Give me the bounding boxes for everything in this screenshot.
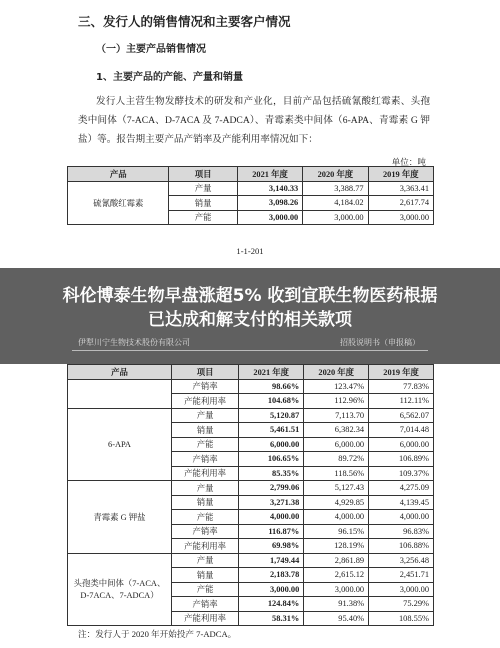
item-cell: 产能 xyxy=(169,210,237,225)
page-number: 1-1-201 xyxy=(236,246,264,256)
doc-header-title: 招股说明书（申报稿） xyxy=(340,338,420,347)
value-2020: 95.40% xyxy=(304,611,369,626)
column-header: 2021 年度 xyxy=(237,167,302,182)
value-2020: 4,184.02 xyxy=(303,196,368,211)
capacity-table-2 xyxy=(67,364,434,626)
item-cell: 产能 xyxy=(172,437,239,452)
product-cell: 硫氰酸红霉素 xyxy=(68,181,169,225)
value-2021: 3,000.00 xyxy=(239,582,304,597)
table-row xyxy=(68,408,434,423)
column-header: 2019 年度 xyxy=(369,365,434,380)
value-2019: 2,451.71 xyxy=(369,568,434,583)
value-2019: 108.55% xyxy=(369,611,434,626)
value-2021: 3,098.26 xyxy=(237,196,302,211)
item-cell: 产量 xyxy=(172,408,239,423)
value-2019: 75.29% xyxy=(369,597,434,612)
value-2020: 2,615.12 xyxy=(304,568,369,583)
value-2019: 3,000.00 xyxy=(369,582,434,597)
item-heading: 1、主要产品的产能、产量和销量 xyxy=(96,72,243,83)
value-2019: 4,139.45 xyxy=(369,495,434,510)
value-2019: 109.37% xyxy=(369,466,434,481)
value-2021: 104.68% xyxy=(239,394,304,409)
product-cell: 青霉素 G 钾盐 xyxy=(68,481,172,554)
value-2019: 7,014.48 xyxy=(369,423,434,438)
value-2020: 2,861.89 xyxy=(304,553,369,568)
item-cell: 销量 xyxy=(172,495,239,510)
value-2021: 4,000.00 xyxy=(239,510,304,525)
value-2021: 98.66% xyxy=(239,379,304,394)
column-header: 2019 年度 xyxy=(368,167,433,182)
capacity-table-1 xyxy=(67,166,434,225)
section-heading: 三、发行人的销售情况和主要客户情况 xyxy=(78,14,291,29)
item-cell: 销量 xyxy=(169,196,237,211)
value-2019: 77.83% xyxy=(369,379,434,394)
value-2019: 2,617.74 xyxy=(368,196,433,211)
value-2020: 118.56% xyxy=(304,466,369,481)
column-header: 项目 xyxy=(172,365,239,380)
value-2021: 2,183.78 xyxy=(239,568,304,583)
value-2021: 3,140.33 xyxy=(237,181,302,196)
item-cell: 产能利用率 xyxy=(172,466,239,481)
value-2021: 124.84% xyxy=(239,597,304,612)
value-2021: 6,000.00 xyxy=(239,437,304,452)
value-2020: 6,000.00 xyxy=(304,437,369,452)
header-divider xyxy=(72,350,428,351)
item-cell: 产销率 xyxy=(172,379,239,394)
value-2020: 6,382.34 xyxy=(304,423,369,438)
value-2021: 2,799.06 xyxy=(239,481,304,496)
value-2021: 85.35% xyxy=(239,466,304,481)
table-row xyxy=(68,181,434,196)
value-2019: 112.11% xyxy=(369,394,434,409)
item-cell: 产能 xyxy=(172,510,239,525)
value-2019: 4,000.00 xyxy=(369,510,434,525)
item-cell: 产能利用率 xyxy=(172,394,239,409)
value-2020: 4,929.85 xyxy=(304,495,369,510)
value-2019: 3,256.48 xyxy=(369,553,434,568)
item-cell: 产量 xyxy=(172,553,239,568)
table-row xyxy=(68,553,434,568)
value-2020: 112.96% xyxy=(304,394,369,409)
value-2020: 123.47% xyxy=(304,379,369,394)
item-cell: 产销率 xyxy=(172,524,239,539)
doc-header-company: 伊犁川宁生物技术股份有限公司 xyxy=(78,338,190,347)
value-2021: 1,749.44 xyxy=(239,553,304,568)
value-2019: 106.89% xyxy=(369,452,434,467)
value-2020: 91.38% xyxy=(304,597,369,612)
item-cell: 销量 xyxy=(172,423,239,438)
value-2020: 3,000.00 xyxy=(303,210,368,225)
value-2020: 7,113.70 xyxy=(304,408,369,423)
unit-label: 单位：吨 xyxy=(391,157,426,167)
value-2020: 4,000.00 xyxy=(304,510,369,525)
value-2020: 128.19% xyxy=(304,539,369,554)
value-2021: 106.65% xyxy=(239,452,304,467)
item-cell: 产量 xyxy=(172,481,239,496)
table-row xyxy=(68,481,434,496)
table-row xyxy=(68,379,434,394)
value-2021: 3,000.00 xyxy=(237,210,302,225)
product-cell xyxy=(68,379,172,408)
column-header: 2021 年度 xyxy=(239,365,304,380)
intro-paragraph: 发行人主营生物发酵技术的研发和产业化，目前产品包括硫氰酸红霉素、头孢类中间体（7-ACA、D-7ACA 及 7-ADCA）、青霉素类中间体（6-APA、青霉素 G 钾盐）等。报告期主要产品产销率及产能利用率情况如下： xyxy=(78,96,430,145)
column-header: 项目 xyxy=(169,167,237,182)
value-2021: 58.31% xyxy=(239,611,304,626)
column-header: 产品 xyxy=(68,167,169,182)
footnote: 注：发行人于 2020 年开始投产 7-ADCA。 xyxy=(78,629,237,639)
item-cell: 销量 xyxy=(172,568,239,583)
value-2021: 3,271.38 xyxy=(239,495,304,510)
item-cell: 产能利用率 xyxy=(172,611,239,626)
value-2021: 5,461.51 xyxy=(239,423,304,438)
value-2020: 96.15% xyxy=(304,524,369,539)
value-2019: 4,275.09 xyxy=(369,481,434,496)
value-2019: 6,000.00 xyxy=(369,437,434,452)
subsection-heading: （一）主要产品销售情况 xyxy=(96,44,206,55)
value-2019: 3,000.00 xyxy=(368,210,433,225)
item-cell: 产销率 xyxy=(172,452,239,467)
value-2021: 116.87% xyxy=(239,524,304,539)
item-cell: 产销率 xyxy=(172,597,239,612)
value-2020: 5,127.43 xyxy=(304,481,369,496)
item-cell: 产量 xyxy=(169,181,237,196)
column-header: 2020 年度 xyxy=(304,365,369,380)
value-2019: 6,562.07 xyxy=(369,408,434,423)
value-2020: 3,000.00 xyxy=(304,582,369,597)
product-cell: 头孢类中间体（7-ACA、D-7ACA、7-ADCA） xyxy=(68,553,172,626)
item-cell: 产能利用率 xyxy=(172,539,239,554)
value-2020: 3,388.77 xyxy=(303,181,368,196)
product-cell: 6-APA xyxy=(68,408,172,481)
news-headline: 科伦博泰生物早盘涨超5% 收到宜联生物医药根据已达成和解支付的相关款项 xyxy=(62,286,438,330)
column-header: 2020 年度 xyxy=(303,167,368,182)
value-2020: 89.72% xyxy=(304,452,369,467)
value-2019: 106.88% xyxy=(369,539,434,554)
value-2021: 5,120.87 xyxy=(239,408,304,423)
value-2019: 96.83% xyxy=(369,524,434,539)
value-2021: 69.98% xyxy=(239,539,304,554)
column-header: 产品 xyxy=(68,365,172,380)
item-cell: 产能 xyxy=(172,582,239,597)
value-2019: 3,363.41 xyxy=(368,181,433,196)
